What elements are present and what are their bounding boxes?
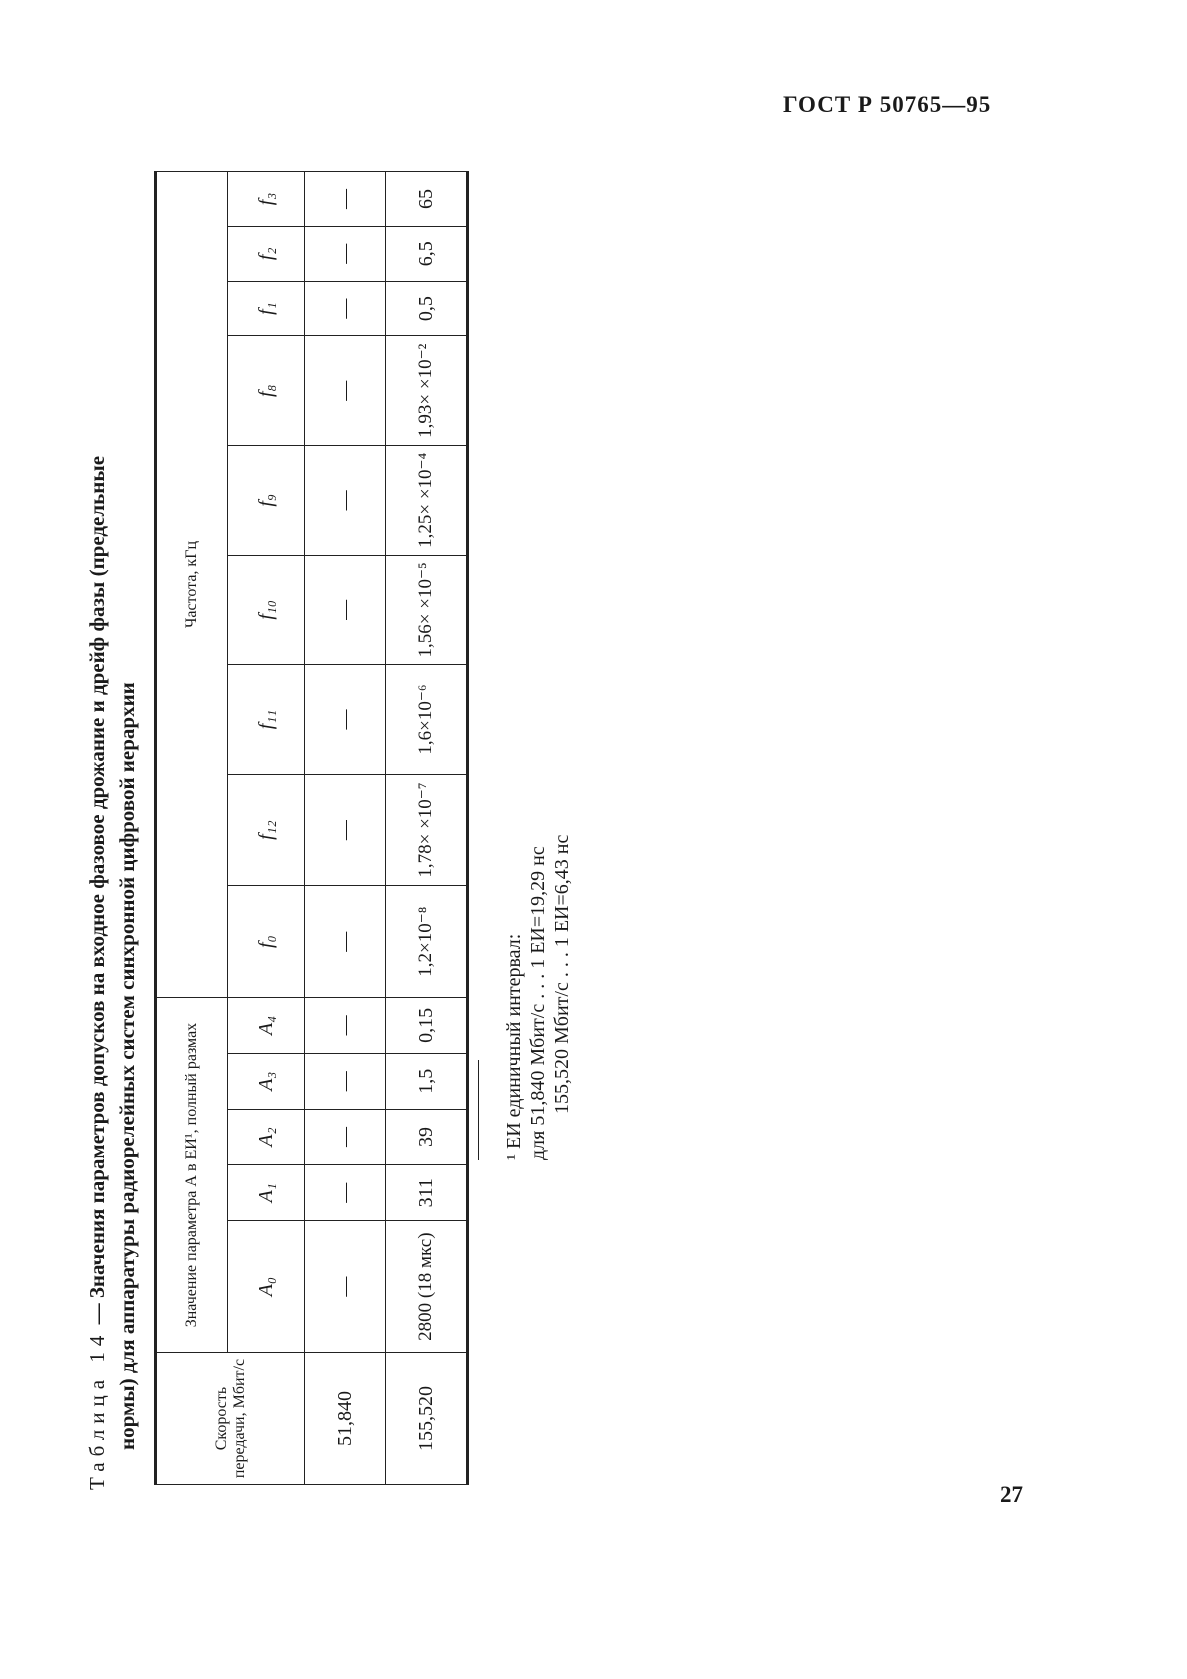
col-f0: f₀ — [228, 886, 305, 998]
cell-f3: 65 — [386, 172, 468, 227]
cell-f8: 1,93× ×10⁻² — [386, 336, 468, 446]
col-f9: f₉ — [228, 446, 305, 556]
col-a3: A₃ — [228, 1053, 305, 1109]
col-f3: f₃ — [228, 172, 305, 227]
header-frequency: Частота, кГц — [156, 172, 228, 998]
col-a0: A₀ — [228, 1221, 305, 1353]
document-header: ГОСТ Р 50765—95 — [783, 92, 992, 117]
table-caption — [82, 166, 142, 1490]
cell-f12: — — [305, 774, 386, 886]
cell-f2: — — [305, 226, 386, 281]
footnote-line2: для 51,840 Мбит/с . . . 1 ЕИ=19,29 нс — [527, 846, 549, 1160]
caption-title-line1: — Значения параметров допусков на входное фазовое дрожание и дрейф фазы (предельные — [85, 455, 109, 1330]
caption-table-number: Таблица 14 — [85, 1329, 109, 1490]
cell-f9: — — [305, 446, 386, 556]
cell-a4: 0,15 — [386, 998, 468, 1054]
col-a1: A₁ — [228, 1165, 305, 1221]
cell-f3: — — [305, 172, 386, 227]
col-f11: f₁₁ — [228, 665, 305, 775]
cell-f0: 1,2×10⁻⁸ — [386, 886, 468, 998]
table-footnote — [502, 835, 574, 1160]
footnote-rule — [478, 1060, 479, 1160]
cell-speed: 155,520 — [386, 1353, 468, 1485]
col-f8: f₈ — [228, 336, 305, 446]
cell-f1: — — [305, 281, 386, 336]
col-f1: f₁ — [228, 281, 305, 336]
rotated-table-block — [82, 166, 602, 1490]
cell-f10: — — [305, 555, 386, 665]
cell-f8: — — [305, 336, 386, 446]
parameters-table — [154, 171, 469, 1485]
cell-f0: — — [305, 886, 386, 998]
cell-a4: — — [305, 998, 386, 1054]
cell-speed: 51,840 — [305, 1353, 386, 1485]
cell-f11: 1,6×10⁻⁶ — [386, 665, 468, 775]
col-a4: A₄ — [228, 998, 305, 1054]
cell-a2: — — [305, 1109, 386, 1165]
cell-f10: 1,56× ×10⁻⁵ — [386, 555, 468, 665]
cell-a0: 2800 (18 мкс) — [386, 1221, 468, 1353]
cell-f12: 1,78× ×10⁻⁷ — [386, 774, 468, 886]
cell-f11: — — [305, 665, 386, 775]
page-number: 27 — [1000, 1482, 1023, 1507]
cell-a0: — — [305, 1221, 386, 1353]
table-row — [386, 172, 468, 1485]
footnote-line3: 155,520 Мбит/с . . . 1 ЕИ=6,43 нс — [551, 834, 573, 1114]
cell-a2: 39 — [386, 1109, 468, 1165]
cell-a1: 311 — [386, 1165, 468, 1221]
cell-a1: — — [305, 1165, 386, 1221]
cell-a3: 1,5 — [386, 1053, 468, 1109]
caption-title-line2: нормы) для аппаратуры радиорелейных систем синхронной цифровой иерархии — [115, 682, 139, 1450]
col-f2: f₂ — [228, 226, 305, 281]
cell-f1: 0,5 — [386, 281, 468, 336]
cell-f9: 1,25× ×10⁻⁴ — [386, 446, 468, 556]
col-f10: f₁₀ — [228, 555, 305, 665]
col-a2: A₂ — [228, 1109, 305, 1165]
cell-f2: 6,5 — [386, 226, 468, 281]
table-row — [305, 172, 386, 1485]
header-param-a: Значение параметра А в ЕИ¹, полный размах — [156, 998, 228, 1353]
col-f12: f₁₂ — [228, 774, 305, 886]
footnote-line1: ¹ ЕИ единичный интервал: — [503, 933, 525, 1160]
cell-a3: — — [305, 1053, 386, 1109]
header-speed: Скорость передачи, Мбит/с — [156, 1353, 305, 1485]
